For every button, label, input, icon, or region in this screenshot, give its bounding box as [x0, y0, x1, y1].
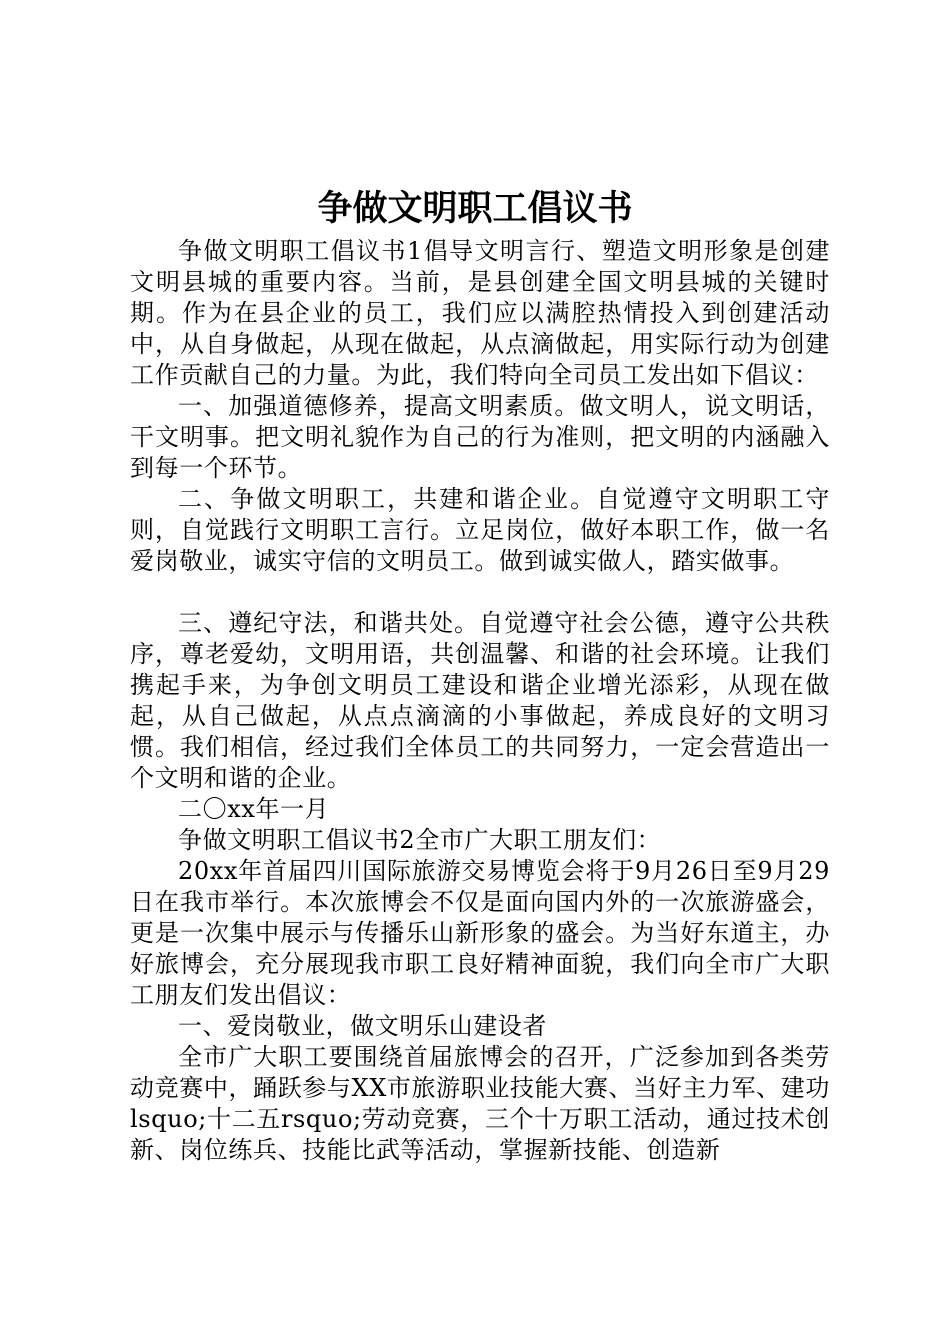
- paragraph-section-body: 全市广大职工要围绕首届旅博会的召开，广泛参加到各类劳动竞赛中，踊跃参与XX市旅游职业技能大赛、当好主力军、建功lsquo;十二五rsquo;劳动竞赛，三个十万职工活动，通过技术创新、岗位练兵、技能比武等活动，掌握新技能、创造新: [130, 1043, 830, 1164]
- paragraph-expo-intro: 20xx年首届四川国际旅游交易博览会将于9月26日至9月29日在我市举行。本次旅博会不仅是面向国内外的一次旅游盛会，更是一次集中展示与传播乐山新形象的盛会。为当好东道主，办好旅博会，充分展现我市职工良好精神面貌，我们向全市广大职工朋友们发出倡议：: [130, 857, 830, 1009]
- paragraph-second-heading: 争做文明职工倡议书2全市广大职工朋友们：: [178, 826, 662, 854]
- document-title: 争做文明职工倡议书: [317, 189, 633, 229]
- paragraph-date: 二〇xx年一月: [178, 795, 330, 823]
- paragraph-intro: 争做文明职工倡议书1倡导文明言行、塑造文明形象是创建文明县城的重要内容。当前，是县创建全国文明县城的关键时期。作为在县企业的员工，我们应以满腔热情投入到创建活动中，从自身做起，从现在做起，从点滴做起，用实际行动为创建工作贡献自己的力量。为此，我们特向全司员工发出如下倡议：: [130, 237, 830, 389]
- paragraph-item-3: 三、遵纪守法，和谐共处。自觉遵守社会公德，遵守公共秩序，尊老爱幼，文明用语，共创温馨、和谐的社会环境。让我们携起手来，为争创文明员工建设和谐企业增光添彩，从现在做起，从自己做起，从点点滴滴的小事做起，养成良好的文明习惯。我们相信，经过我们全体员工的共同努力，一定会营造出一个文明和谐的企业。: [130, 609, 830, 792]
- paragraph-item-1: 一、加强道德修养，提高文明素质。做文明人，说文明话，干文明事。把文明礼貌作为自己的行为准则，把文明的内涵融入到每一个环节。: [130, 392, 830, 482]
- document-body: [130, 236, 830, 1166]
- paragraph-item-2: 二、争做文明职工，共建和谐企业。自觉遵守文明职工守则，自觉践行文明职工言行。立足岗位，做好本职工作，做一名爱岗敬业，诚实守信的文明员工。做到诚实做人，踏实做事。: [130, 485, 830, 575]
- paragraph-section-heading: 一、爱岗敬业，做文明乐山建设者: [178, 1012, 547, 1040]
